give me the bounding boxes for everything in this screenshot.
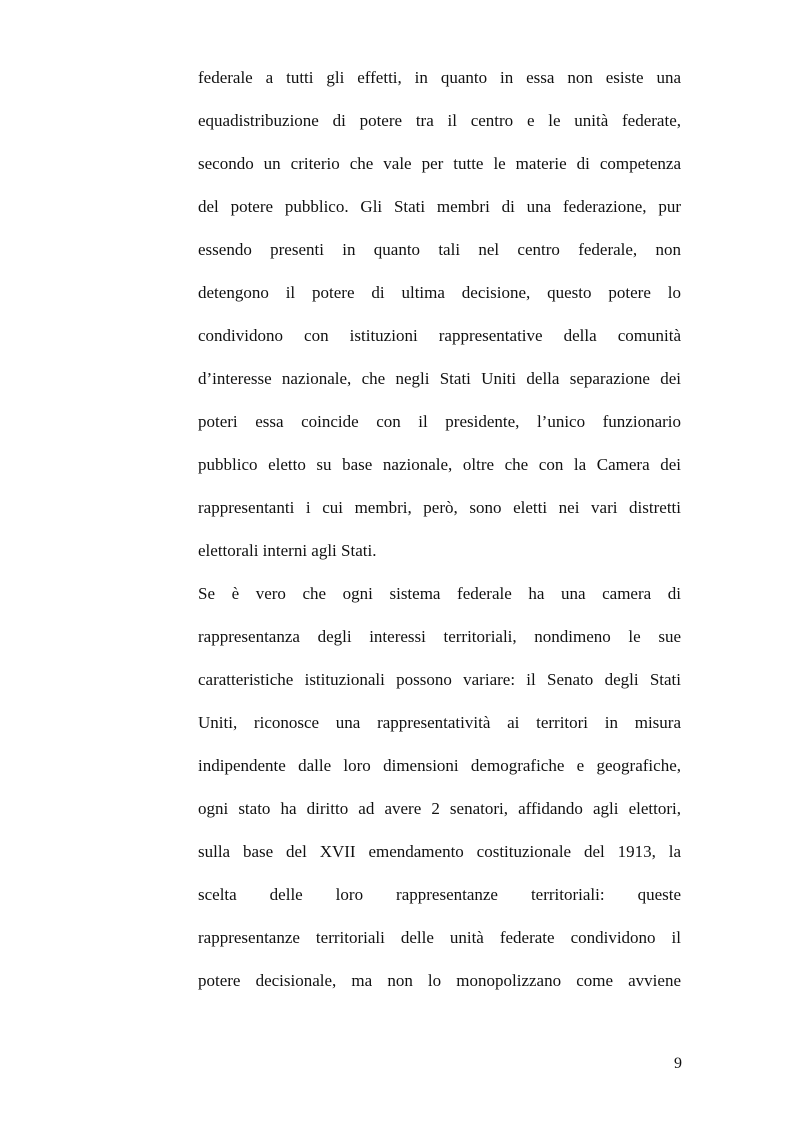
text-line: del potere pubblico. Gli Stati membri di una federazione, pur: [198, 197, 681, 216]
text-line: pubblico eletto su base nazionale, oltre che con la Camera dei: [198, 455, 681, 474]
text-line: Se è vero che ogni sistema federale ha una camera di: [198, 584, 681, 603]
text-line: rappresentanze territoriali delle unità federate condividono il: [198, 928, 681, 947]
text-line: scelta delle loro rappresentanze territoriali: queste: [198, 885, 681, 904]
text-line: indipendente dalle loro dimensioni demografiche e geografiche,: [198, 756, 681, 775]
text-line: sulla base del XVII emendamento costituzionale del 1913, la: [198, 842, 681, 861]
text-line: d’interesse nazionale, che negli Stati Uniti della separazione dei: [198, 369, 681, 388]
body-text: [198, 59, 681, 1005]
paragraph-2: [198, 575, 681, 1005]
text-line: secondo un criterio che vale per tutte le materie di competenza: [198, 154, 681, 173]
text-line: federale a tutti gli effetti, in quanto in essa non esiste una: [198, 68, 681, 87]
paragraph-1: [198, 59, 681, 575]
text-line: potere decisionale, ma non lo monopolizzano come avviene: [198, 971, 681, 990]
text-line: poteri essa coincide con il presidente, l’unico funzionario: [198, 412, 681, 431]
text-line: Uniti, riconosce una rappresentatività ai territori in misura: [198, 713, 681, 732]
text-line: essendo presenti in quanto tali nel centro federale, non: [198, 240, 681, 259]
text-line: caratteristiche istituzionali possono variare: il Senato degli Stati: [198, 670, 681, 689]
text-line: rappresentanti i cui membri, però, sono eletti nei vari distretti: [198, 498, 681, 517]
text-line: condividono con istituzioni rappresentative della comunità: [198, 326, 681, 345]
text-line: detengono il potere di ultima decisione, questo potere lo: [198, 283, 681, 302]
page-number: 9: [674, 1055, 682, 1072]
text-line: elettorali interni agli Stati.: [198, 541, 377, 560]
text-line: rappresentanza degli interessi territoriali, nondimeno le sue: [198, 627, 681, 646]
text-line: equadistribuzione di potere tra il centro e le unità federate,: [198, 111, 681, 130]
text-line: ogni stato ha diritto ad avere 2 senatori, affidando agli elettori,: [198, 799, 681, 818]
